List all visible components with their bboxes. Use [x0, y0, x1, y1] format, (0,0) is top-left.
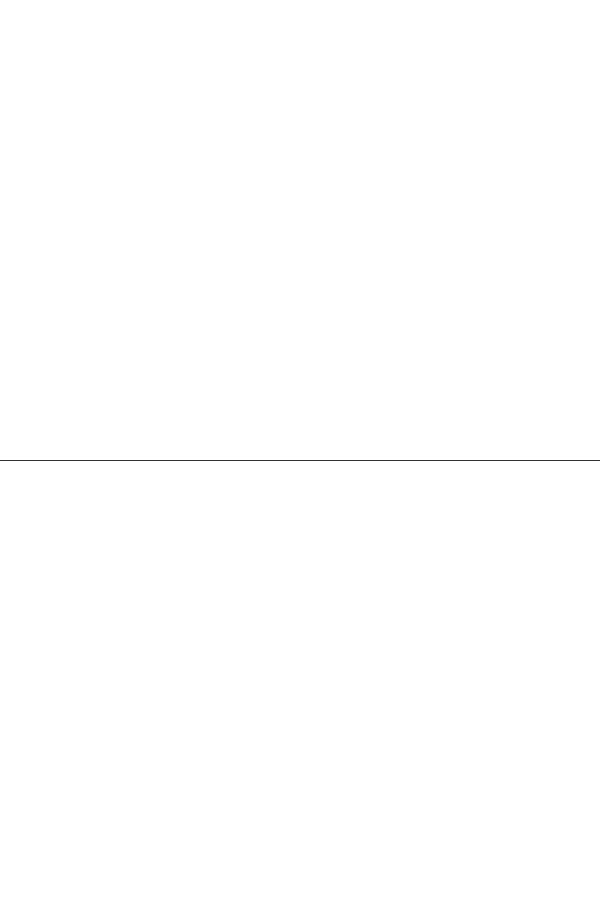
top-half [6, 6, 594, 456]
bottom-half [6, 466, 594, 914]
section-divider [0, 460, 600, 461]
